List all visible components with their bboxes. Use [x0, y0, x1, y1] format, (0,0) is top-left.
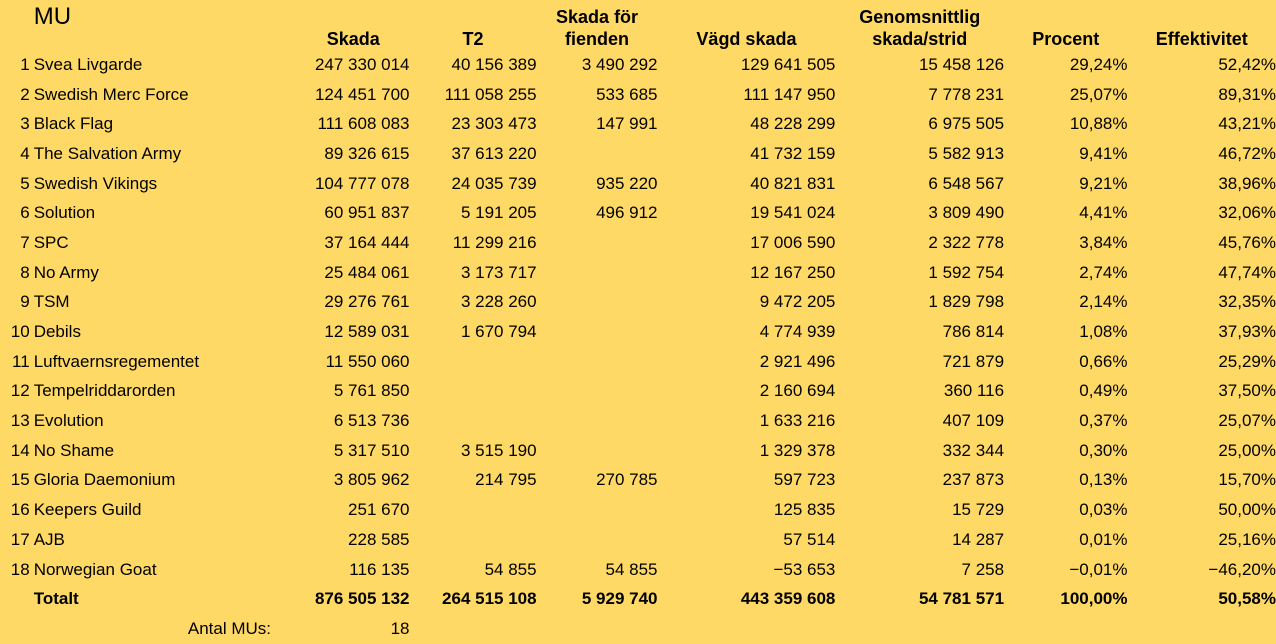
header-skada: Skada [326, 29, 380, 49]
table-row [0, 406, 1276, 436]
row-t2 [410, 495, 537, 525]
row-avg: 1 829 798 [928, 292, 1005, 312]
row-skada-fienden [537, 436, 658, 466]
row-skada-fienden [537, 495, 658, 525]
row-t2 [410, 347, 537, 377]
row-vagd: 1 329 378 [759, 440, 836, 460]
row-index: 17 [10, 529, 30, 549]
total-vagd: 443 359 608 [740, 589, 836, 609]
row-name: No Army [33, 262, 99, 282]
row-skada: 37 164 444 [324, 232, 410, 252]
row-avg: 237 873 [942, 470, 1005, 490]
row-avg: 6 975 505 [928, 114, 1005, 134]
row-avg: 1 592 754 [928, 262, 1005, 282]
row-index: 14 [10, 440, 30, 460]
total-t2: 264 515 108 [442, 589, 537, 609]
row-avg: 360 116 [943, 381, 1005, 401]
row-t2: 23 303 473 [451, 114, 537, 134]
row-t2 [410, 377, 537, 407]
row-index: 18 [10, 559, 30, 579]
table-row [0, 198, 1276, 228]
row-procent: 0,03% [1079, 500, 1128, 520]
row-avg: 3 809 490 [928, 203, 1005, 223]
row-index: 3 [20, 114, 30, 134]
row-skada-fienden [537, 317, 658, 347]
row-t2: 54 855 [484, 559, 537, 579]
row-avg: 7 258 [961, 559, 1005, 579]
table-row [0, 377, 1276, 407]
row-index: 2 [20, 84, 30, 104]
row-effektivitet: 45,76% [1218, 232, 1276, 252]
row-skada: 5 761 850 [333, 381, 410, 401]
row-skada: 11 550 060 [325, 351, 410, 371]
row-name: Tempelriddarorden [33, 381, 176, 401]
header-effektivitet: Effektivitet [1155, 29, 1248, 49]
row-vagd: 40 821 831 [750, 173, 836, 193]
row-procent: 4,41% [1079, 203, 1128, 223]
row-skada: 116 135 [349, 559, 410, 579]
header-row [0, 0, 1276, 50]
row-procent: 0,66% [1079, 351, 1128, 371]
row-vagd: 125 835 [773, 500, 836, 520]
row-avg: 15 458 126 [918, 54, 1005, 74]
row-name: SPC [33, 232, 69, 252]
row-skada: 5 317 510 [333, 440, 410, 460]
row-skada-fienden [537, 406, 658, 436]
row-skada-fienden: 3 490 292 [581, 54, 658, 74]
antal-row [0, 614, 1276, 644]
row-procent: 3,84% [1079, 232, 1128, 252]
row-effektivitet: 37,50% [1218, 381, 1276, 401]
row-vagd: 57 514 [783, 529, 836, 549]
table-row [0, 228, 1276, 258]
row-skada-fienden [537, 347, 658, 377]
row-effektivitet: 37,93% [1218, 322, 1276, 342]
row-vagd: 41 732 159 [750, 143, 836, 163]
header-t2: T2 [462, 29, 484, 49]
row-t2: 3 173 717 [460, 262, 537, 282]
total-skada: 876 505 132 [314, 589, 410, 609]
row-skada-fienden [537, 139, 658, 169]
row-name: Black Flag [33, 114, 114, 134]
total-effektivitet: 50,58% [1218, 589, 1276, 609]
row-name: Swedish Merc Force [33, 84, 189, 104]
row-effektivitet: 25,29% [1218, 351, 1276, 371]
row-effektivitet: 15,70% [1218, 470, 1276, 490]
row-name: Luftvaernsregementet [33, 351, 200, 371]
row-procent: 0,30% [1079, 440, 1128, 460]
row-effektivitet: 38,96% [1218, 173, 1276, 193]
row-name: AJB [33, 529, 65, 549]
total-avg: 54 781 571 [918, 589, 1005, 609]
row-index: 10 [10, 322, 30, 342]
row-name: Debils [33, 322, 81, 342]
row-skada: 251 670 [348, 500, 410, 520]
row-avg: 7 778 231 [928, 84, 1005, 104]
row-avg: 721 879 [942, 351, 1005, 371]
row-avg: 5 582 913 [928, 143, 1005, 163]
row-procent: 1,08% [1079, 322, 1128, 342]
row-t2 [410, 525, 537, 555]
row-index: 16 [10, 500, 30, 520]
row-procent: 9,41% [1079, 143, 1128, 163]
row-name: Evolution [33, 411, 104, 431]
row-index: 12 [10, 381, 30, 401]
row-skada-fienden [537, 288, 658, 318]
row-name: Norwegian Goat [33, 559, 157, 579]
row-skada-fienden: 496 912 [596, 203, 658, 223]
table-row [0, 347, 1276, 377]
row-t2: 3 515 190 [460, 440, 537, 460]
row-skada-fienden: 270 785 [596, 470, 658, 490]
row-t2: 214 795 [475, 470, 537, 490]
row-index: 4 [20, 143, 30, 163]
row-index: 11 [12, 351, 30, 371]
row-effektivitet: 52,42% [1218, 54, 1276, 74]
row-effektivitet: 25,07% [1218, 411, 1276, 431]
row-procent: 2,14% [1079, 292, 1128, 312]
row-name: No Shame [33, 440, 115, 460]
row-index: 5 [20, 173, 30, 193]
row-procent: 0,01% [1079, 529, 1128, 549]
row-procent: 0,49% [1079, 381, 1128, 401]
row-t2: 40 156 389 [451, 54, 537, 74]
table-row [0, 525, 1276, 555]
row-index: 6 [20, 203, 30, 223]
row-skada: 29 276 761 [324, 292, 410, 312]
row-procent: −0,01% [1069, 559, 1128, 579]
row-effektivitet: 89,31% [1218, 84, 1276, 104]
row-effektivitet: 46,72% [1218, 143, 1276, 163]
row-avg: 786 814 [942, 322, 1005, 342]
table-row [0, 50, 1276, 80]
row-vagd: 48 228 299 [750, 114, 836, 134]
row-effektivitet: −46,20% [1208, 559, 1276, 579]
row-t2 [410, 406, 537, 436]
antal-value: 18 [390, 618, 410, 638]
row-vagd: 1 633 216 [759, 411, 836, 431]
row-procent: 9,21% [1079, 173, 1128, 193]
row-vagd: 2 921 496 [759, 351, 836, 371]
row-skada-fienden [537, 228, 658, 258]
header-skada-for-fienden-line2: fienden [565, 29, 630, 49]
row-effektivitet: 32,35% [1218, 292, 1276, 312]
row-skada: 247 330 014 [314, 54, 410, 74]
row-t2: 5 191 205 [460, 203, 537, 223]
row-skada-fienden [537, 258, 658, 288]
table-row [0, 139, 1276, 169]
row-effektivitet: 25,16% [1218, 529, 1276, 549]
row-skada: 6 513 736 [333, 411, 410, 431]
row-skada-fienden: 533 685 [596, 84, 658, 104]
row-skada-fienden: 147 991 [596, 114, 658, 134]
row-index: 15 [10, 470, 30, 490]
table-row [0, 495, 1276, 525]
header-vagd-skada: Vägd skada [696, 29, 797, 49]
row-name: TSM [33, 292, 70, 312]
row-procent: 25,07% [1069, 84, 1128, 104]
row-vagd: 12 167 250 [750, 262, 836, 282]
row-effektivitet: 25,00% [1218, 440, 1276, 460]
row-index: 9 [20, 292, 30, 312]
row-name: Keepers Guild [33, 500, 142, 520]
row-skada-fienden [537, 525, 658, 555]
row-procent: 0,37% [1079, 411, 1128, 431]
row-index: 7 [20, 232, 30, 252]
antal-label: Antal MUs: [187, 618, 271, 638]
row-effektivitet: 50,00% [1218, 500, 1276, 520]
row-name: Solution [33, 203, 96, 223]
row-avg: 15 729 [952, 500, 1005, 520]
header-genomsnittlig-line1: Genomsnittlig [859, 7, 981, 27]
row-index: 13 [10, 411, 30, 431]
table-row [0, 466, 1276, 496]
row-t2: 11 299 216 [452, 232, 537, 252]
table-row [0, 258, 1276, 288]
table-row [0, 555, 1276, 585]
row-vagd: 111 147 950 [743, 84, 836, 104]
row-effektivitet: 47,74% [1218, 262, 1276, 282]
row-name: The Salvation Army [33, 143, 182, 163]
row-avg: 332 344 [942, 440, 1005, 460]
row-skada: 89 326 615 [324, 143, 410, 163]
row-procent: 0,13% [1079, 470, 1128, 490]
header-skada-for-fienden [537, 0, 658, 50]
table-row [0, 436, 1276, 466]
row-avg: 2 322 778 [928, 232, 1005, 252]
row-vagd: 2 160 694 [759, 381, 836, 401]
row-procent: 10,88% [1069, 114, 1128, 134]
row-avg: 6 548 567 [928, 173, 1005, 193]
header-genomsnittlig [835, 0, 1004, 50]
total-skada-fienden: 5 929 740 [581, 589, 658, 609]
total-label: Totalt [33, 589, 79, 609]
table-row [0, 317, 1276, 347]
row-vagd: −53 653 [773, 559, 836, 579]
row-index: 1 [20, 54, 30, 74]
row-vagd: 9 472 205 [759, 292, 836, 312]
row-vagd: 597 723 [773, 470, 836, 490]
row-vagd: 17 006 590 [750, 232, 836, 252]
row-avg: 407 109 [942, 411, 1005, 431]
row-effektivitet: 32,06% [1218, 203, 1276, 223]
row-name: Swedish Vikings [33, 173, 158, 193]
row-vagd: 4 774 939 [759, 322, 836, 342]
row-skada: 25 484 061 [324, 262, 410, 282]
row-vagd: 129 641 505 [740, 54, 836, 74]
table-row [0, 109, 1276, 139]
row-skada: 228 585 [348, 529, 410, 549]
row-effektivitet: 43,21% [1218, 114, 1276, 134]
row-procent: 2,74% [1079, 262, 1128, 282]
row-skada-fienden: 54 855 [605, 559, 658, 579]
row-name: Gloria Daemonium [33, 470, 176, 490]
total-procent: 100,00% [1060, 589, 1128, 609]
row-vagd: 19 541 024 [750, 203, 836, 223]
row-avg: 14 287 [952, 529, 1005, 549]
table-row [0, 169, 1276, 199]
row-t2: 37 613 220 [451, 143, 537, 163]
row-skada: 12 589 031 [324, 322, 410, 342]
header-genomsnittlig-line2: skada/strid [872, 29, 968, 49]
row-t2: 1 670 794 [460, 322, 537, 342]
row-procent: 29,24% [1069, 54, 1128, 74]
header-mu: MU [33, 3, 72, 30]
row-name: Svea Livgarde [33, 54, 143, 74]
row-skada: 111 608 083 [317, 114, 410, 134]
table-row [0, 288, 1276, 318]
row-skada: 124 451 700 [314, 84, 410, 104]
row-skada: 104 777 078 [314, 173, 410, 193]
table-row [0, 80, 1276, 110]
row-t2: 3 228 260 [460, 292, 537, 312]
row-skada: 3 805 962 [333, 470, 410, 490]
row-skada: 60 951 837 [324, 203, 410, 223]
header-procent: Procent [1032, 29, 1100, 49]
header-skada-for-fienden-line1: Skada för [556, 7, 639, 27]
row-t2: 24 035 739 [451, 173, 537, 193]
row-index: 8 [20, 262, 30, 282]
row-skada-fienden: 935 220 [596, 173, 658, 193]
total-row [0, 584, 1276, 614]
row-skada-fienden [537, 377, 658, 407]
row-t2: 111 058 255 [444, 84, 537, 104]
